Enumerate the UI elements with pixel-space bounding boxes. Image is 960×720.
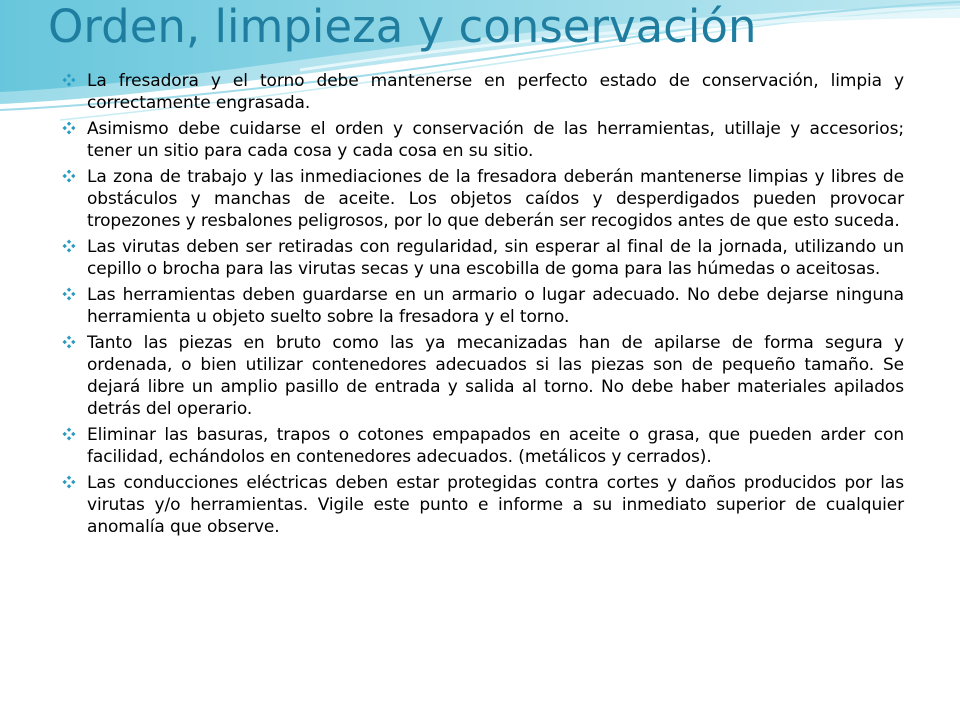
- bullet-text: Asimismo debe cuidarse el orden y conservación de las herramientas, utillaje y accesorios; tener un sitio para cada cosa y cada cosa en su sitio.: [87, 119, 904, 161]
- diamond-bullet-icon: [62, 121, 76, 135]
- bullet-text: Las conducciones eléctricas deben estar protegidas contra cortes y daños producidos por las virutas y/o herramientas. Vigile este punto e informe a su inmediato superior de cualquier anomalía que observe.: [87, 473, 904, 537]
- bullet-list: [62, 70, 904, 542]
- diamond-bullet-icon: [62, 427, 76, 441]
- slide-title: Orden, limpieza y conservación: [48, 0, 757, 53]
- diamond-bullet-icon: [62, 287, 76, 301]
- bullet-item: [62, 166, 904, 232]
- diamond-bullet-icon: [62, 73, 76, 87]
- bullet-text: Tanto las piezas en bruto como las ya mecanizadas han de apilarse de forma segura y ordenada, o bien utilizar contenedores adecuados si las piezas son de pequeño tamaño. Se dejará libre un amplio pasillo de entrada y salida al torno. No debe haber materiales apilados detrás del operario.: [87, 333, 904, 419]
- diamond-bullet-icon: [62, 239, 76, 253]
- bullet-item: [62, 332, 904, 420]
- bullet-item: [62, 70, 904, 114]
- bullet-text: La zona de trabajo y las inmediaciones de la fresadora deberán mantenerse limpias y libres de obstáculos y manchas de aceite. Los objetos caídos y desperdigados pueden provocar tropezones y resbalones peligrosos, por lo que deberán ser recogidos antes de que esto suceda.: [87, 167, 904, 231]
- bullet-item: [62, 284, 904, 328]
- bullet-item: [62, 118, 904, 162]
- bullet-text: Las herramientas deben guardarse en un armario o lugar adecuado. No debe dejarse ninguna herramienta u objeto suelto sobre la fresadora y el torno.: [87, 285, 904, 327]
- bullet-text: Eliminar las basuras, trapos o cotones empapados en aceite o grasa, que pueden arder con facilidad, echándolos en contenedores adecuados. (metálicos y cerrados).: [87, 425, 904, 467]
- diamond-bullet-icon: [62, 335, 76, 349]
- diamond-bullet-icon: [62, 475, 76, 489]
- bullet-text: Las virutas deben ser retiradas con regularidad, sin esperar al final de la jornada, utilizando un cepillo o brocha para las virutas secas y una escobilla de goma para las húmedas o aceitosas.: [87, 237, 904, 279]
- diamond-bullet-icon: [62, 169, 76, 183]
- bullet-item: [62, 472, 904, 538]
- bullet-item: [62, 424, 904, 468]
- bullet-text: La fresadora y el torno debe mantenerse en perfecto estado de conservación, limpia y correctamente engrasada.: [87, 71, 904, 113]
- bullet-item: [62, 236, 904, 280]
